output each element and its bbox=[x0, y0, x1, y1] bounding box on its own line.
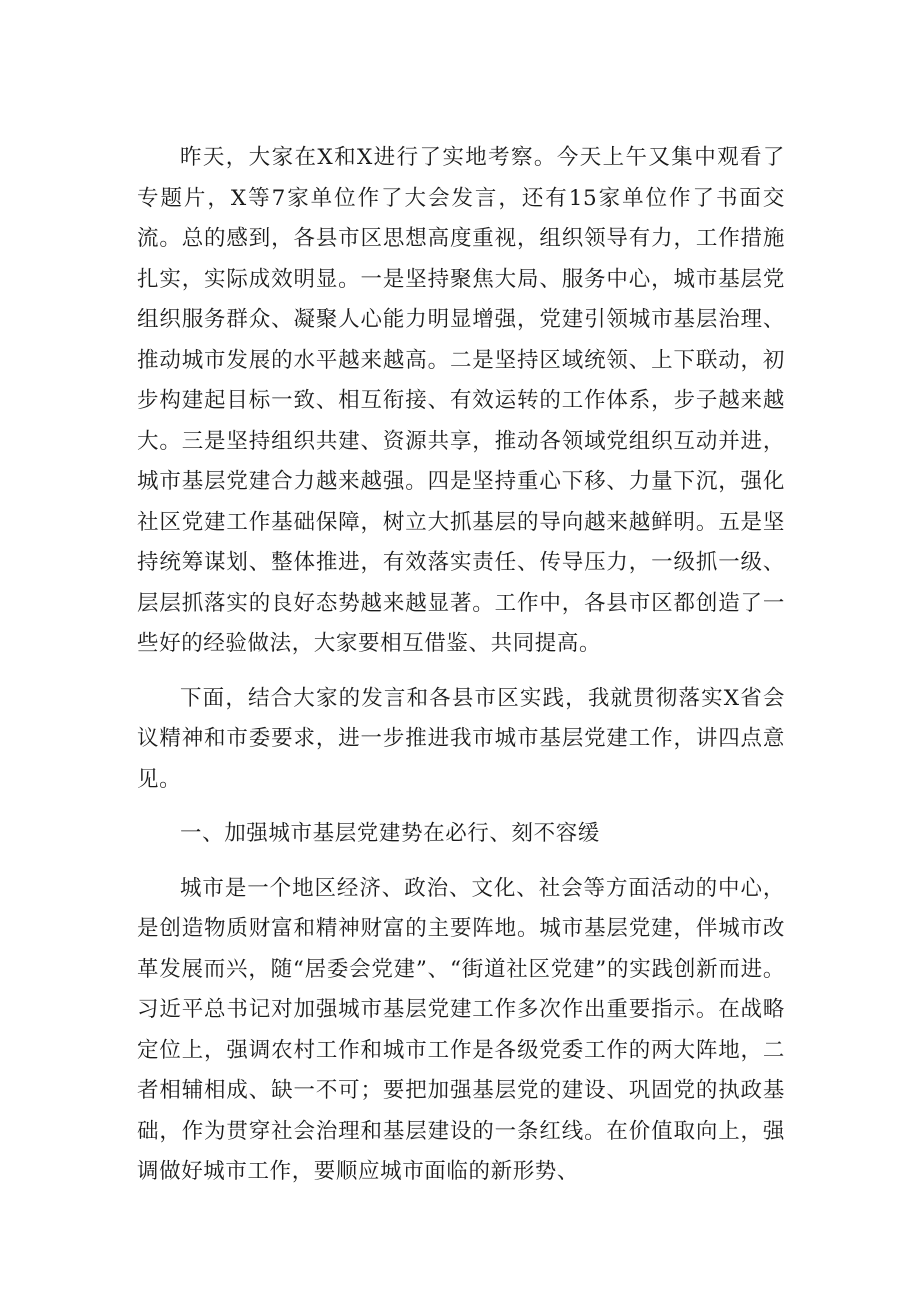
paragraph-2: 下面，结合大家的发言和各县市区实践，我就贯彻落实X省会议精神和市委要求，进一步推进我市城市基层党建工作，讲四点意见。 bbox=[137, 685, 785, 792]
document-body bbox=[137, 138, 785, 1193]
section-heading-1: 一、加强城市基层党建势在必行、刻不容缓 bbox=[180, 821, 600, 846]
paragraph-3: 城市是一个地区经济、政治、文化、社会等方面活动的中心，是创造物质财富和精神财富的主要阵地。城市基层党建，伴城市改革发展而兴，随“居委会党建”、“街道社区党建”的实践创新而进。习近平总书记对加强城市基层党建工作多次作出重要指示。在战略定位上，强调农村工作和城市工作是各级党委工作的两大阵地，二者相辅相成、缺一不可；要把加强基层党的建设、巩固党的执政基础，作为贯穿社会治理和基层建设的一条红线。在价值取向上，强调做好城市工作，要顺应城市面临的新形势、 bbox=[137, 875, 785, 1184]
paragraph-1: 昨天，大家在X和X进行了实地考察。今天上午又集中观看了专题片，X等7家单位作了大会发言，还有15家单位作了书面交流。总的感到，各县市区思想高度重视，组织领导有力，工作措施扎实，实际成效明显。一是坚持聚焦大局、服务中心，城市基层党组织服务群众、凝聚人心能力明显增强，党建引领城市基层治理、推动城市发展的水平越来越高。二是坚持区域统领、上下联动，初步构建起目标一致、相互衔接、有效运转的工作体系，步子越来越大。三是坚持组织共建、资源共享，推动各领域党组织互动并进，城市基层党建合力越来越强。四是坚持重心下移、力量下沉，强化社区党建工作基础保障，树立大抓基层的导向越来越鲜明。五是坚持统筹谋划、整体推进，有效落实责任、传导压力，一级抓一级、层层抓落实的良好态势越来越显著。工作中，各县市区都创造了一些好的经验做法，大家要相互借鉴、共同提高。 bbox=[137, 145, 785, 656]
